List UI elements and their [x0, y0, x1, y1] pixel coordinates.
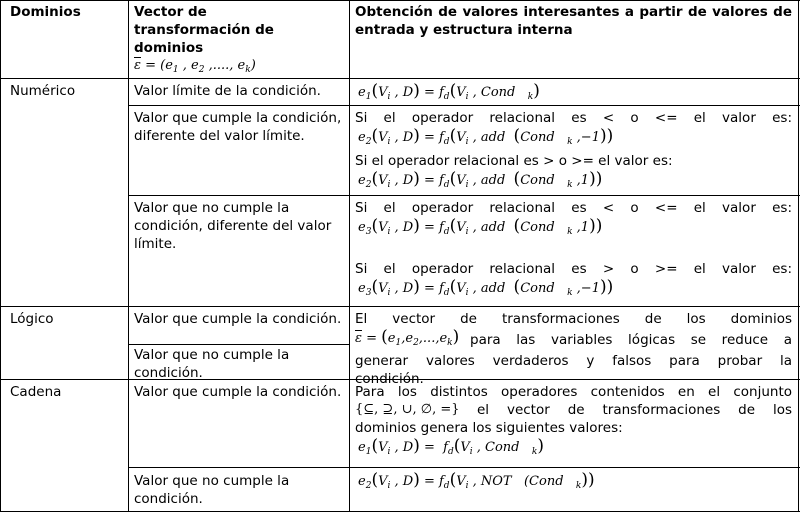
border-log-1 — [128, 344, 349, 345]
log-true-label: Valor que cumple la condición. — [134, 311, 342, 327]
log-desc-formula: $\overline{\varepsilon} = (e_1,e_2,...,e_k)$ — [355, 327, 460, 348]
num-false-text-b: Si el operador relacional es > o >= el valor es: — [355, 261, 792, 277]
str-false-formula: $e_2(V_i$ , $D) = f_d(V_i$ , NOT (Cond $_k$)) — [358, 470, 595, 491]
header-domains — [10, 3, 125, 21]
header-vector-label: Vector de transformación de dominios — [134, 4, 274, 56]
log-desc-line3: generar valores verdaderos y falsos para probar la — [355, 353, 792, 369]
num-true-text-a: Si el operador relacional es < o <= el valor es: — [355, 110, 792, 126]
log-desc-line4: condición. — [355, 371, 424, 387]
domain-logical: Lógico — [10, 311, 54, 327]
log-desc-line1: El vector de transformaciones de los dominios — [355, 311, 792, 327]
header-vector-formula: $\overline{\varepsilon} = (e_1$ , $e_2$ ,...., $e_k$) — [134, 58, 256, 75]
header-domains-label: Dominios — [10, 4, 81, 20]
border-top — [0, 0, 800, 1]
num-true-text-b: Si el operador relacional es > o >= el valor es: — [355, 153, 673, 169]
border-col2 — [349, 0, 350, 512]
log-desc-line2: para las variables lógicas se reduce a — [470, 332, 792, 348]
log-desc-formula-row — [355, 328, 792, 352]
num-false-label: Valor que no cumple la condición, diferente del valor límite. — [134, 200, 332, 252]
border-numeric-bottom — [0, 306, 800, 307]
border-num-2 — [128, 195, 800, 196]
border-bottom — [0, 511, 800, 512]
str-desc-line3: dominios genera los siguientes valores: — [355, 420, 623, 436]
header-values — [355, 3, 792, 39]
str-desc-set-row — [355, 401, 792, 419]
str-false-label: Valor que no cumple la condición. — [134, 473, 290, 507]
border-str-1 — [128, 467, 800, 468]
border-col1 — [128, 0, 129, 512]
border-left — [0, 0, 1, 512]
log-false-label: Valor que no cumple la condición. — [134, 347, 290, 381]
num-limit-label: Valor límite de la condición. — [134, 83, 321, 99]
str-true-label: Valor que cumple la condición. — [134, 384, 342, 400]
header-values-label: Obtención de valores interesantes a partir de valores de entrada y estructura interna — [355, 4, 792, 38]
num-false-text-a: Si el operador relacional es < o <= el valor es: — [355, 200, 792, 216]
str-desc-set: {⊆, ⊇, ∪, ∅, =} — [355, 402, 460, 417]
str-true-formula: $e_1(V_i$ , $D) = f_d(V_i$ , Cond $_k$) — [358, 436, 544, 457]
domain-numeric: Numérico — [10, 83, 76, 99]
domain-string: Cadena — [10, 384, 62, 400]
border-header-bottom — [0, 78, 800, 79]
log-description — [355, 310, 792, 387]
num-true-formula-b: $e_2(V_i$ , $D) = f_d(V_i$ , add (Cond $_k$ ,1)) — [358, 169, 603, 190]
str-desc-line1: Para los distintos operadores contenidos en el conjunto — [355, 384, 792, 400]
num-false-formula-b: $e_3(V_i$ , $D) = f_d(V_i$ , add (Cond $_k$ ,−1)) — [358, 277, 614, 298]
header-vector — [134, 3, 344, 79]
border-right — [798, 0, 799, 512]
num-true-label: Valor que cumple la condición, diferente del valor límite. — [134, 110, 342, 144]
str-desc-line2: el vector de transformaciones de los — [477, 402, 792, 418]
num-false-formula-a: $e_3(V_i$ , $D) = f_d(V_i$ , add (Cond $_k$ ,1)) — [358, 216, 603, 237]
num-true-formula-a: $e_2(V_i$ , $D) = f_d(V_i$ , add (Cond $_k$ ,−1)) — [358, 126, 614, 147]
str-true-description — [355, 383, 792, 461]
num-limit-formula: $e_1(V_i$ , $D) = f_d(V_i$ , Cond $_k$) — [358, 81, 540, 102]
